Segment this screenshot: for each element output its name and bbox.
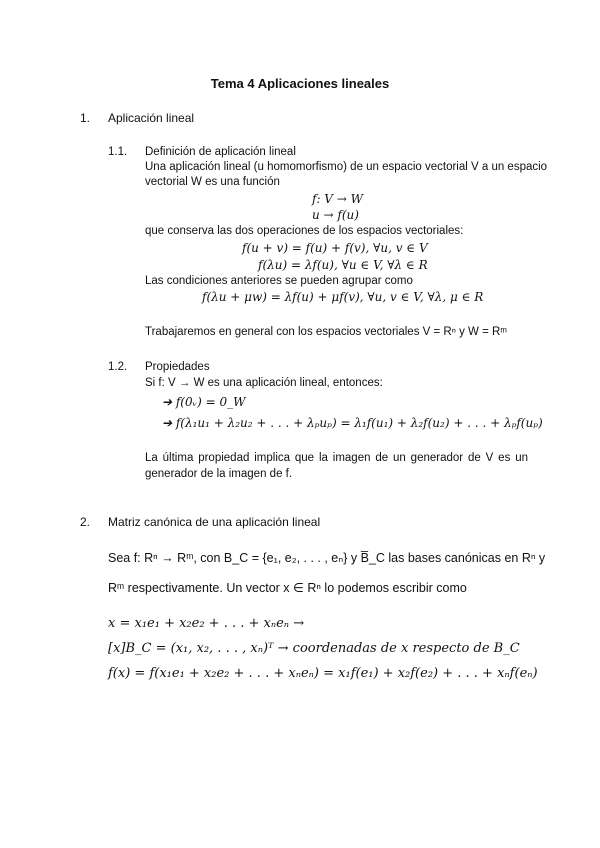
page-title: Tema 4 Aplicaciones lineales xyxy=(210,76,390,91)
vector-decomposition: x = x₁e₁ + x₂e₂ + . . . + xₙeₙ → xyxy=(108,616,305,631)
additivity-equation: f(u + v) = f(u) + f(v), ∀u, v ∈ V xyxy=(242,241,428,255)
properties-intro: Si f: V → W es una aplicación lineal, entonces: xyxy=(145,377,383,389)
definition-line-3: que conserva las dos operaciones de los espacios vectoriales: xyxy=(145,225,464,237)
homogeneity-equation: f(λu) = λf(u), ∀u ∈ V, ∀λ ∈ R xyxy=(258,258,428,272)
definition-line-1: Una aplicación lineal (u homomorfismo) de un espacio vectorial V a un espacio xyxy=(145,161,548,173)
subsection-1-2-number: 1.2. xyxy=(108,361,128,373)
section-2-number: 2. xyxy=(80,515,91,529)
canonical-line-2: Rᵐ respectivamente. Un vector x ∈ Rⁿ lo podemos escribir como xyxy=(108,581,467,595)
property-paragraph-line-1: La última propiedad implica que la imagen de un generador de V es un xyxy=(145,452,528,464)
section-1-title: Aplicación lineal xyxy=(108,111,195,125)
map-equation-1: f: V → W xyxy=(312,192,363,206)
property-1: ➔ f(0ᵥ) = 0_W xyxy=(162,395,246,409)
image-expansion: f(x) = f(x₁e₁ + x₂e₂ + . . . + xₙeₙ) = x₁f(e₁) + x₂f(e₂) + . . . + xₙf(eₙ) xyxy=(108,666,538,681)
subsection-1-1-number: 1.1. xyxy=(108,146,128,158)
subsection-1-1-title: Definición de aplicación lineal xyxy=(145,146,296,158)
definition-line-2: vectorial W es una función xyxy=(145,176,280,188)
canonical-line-1: Sea f: Rⁿ → Rᵐ, con B_C = {e₁, e₂, . . . , eₙ} y B̅_C las bases canónicas en Rⁿ y xyxy=(108,551,546,565)
map-equation-2: u → f(u) xyxy=(312,208,359,222)
property-2: ➔ f(λ₁u₁ + λ₂u₂ + . . . + λₚuₚ) = λ₁f(u₁) + λ₂f(u₂) + . . . + λₚf(uₚ) xyxy=(162,416,543,430)
definition-line-5: Trabajaremos en general con los espacios vectoriales V = Rⁿ y W = Rᵐ xyxy=(145,326,507,338)
subsection-1-2-title: Propiedades xyxy=(145,361,210,373)
section-2-title: Matriz canónica de una aplicación lineal xyxy=(108,515,321,529)
definition-line-4: Las condiciones anteriores se pueden agrupar como xyxy=(145,275,413,287)
coordinates-equation: [x]B_C = (x₁, x₂, . . . , xₙ)ᵀ → coordenadas de x respecto de B_C xyxy=(108,641,520,656)
property-paragraph-line-2: generador de la imagen de f. xyxy=(145,468,293,480)
combined-equation: f(λu + μw) = λf(u) + μf(v), ∀u, v ∈ V, ∀λ, μ ∈ R xyxy=(202,290,484,304)
section-1-number: 1. xyxy=(80,111,91,125)
